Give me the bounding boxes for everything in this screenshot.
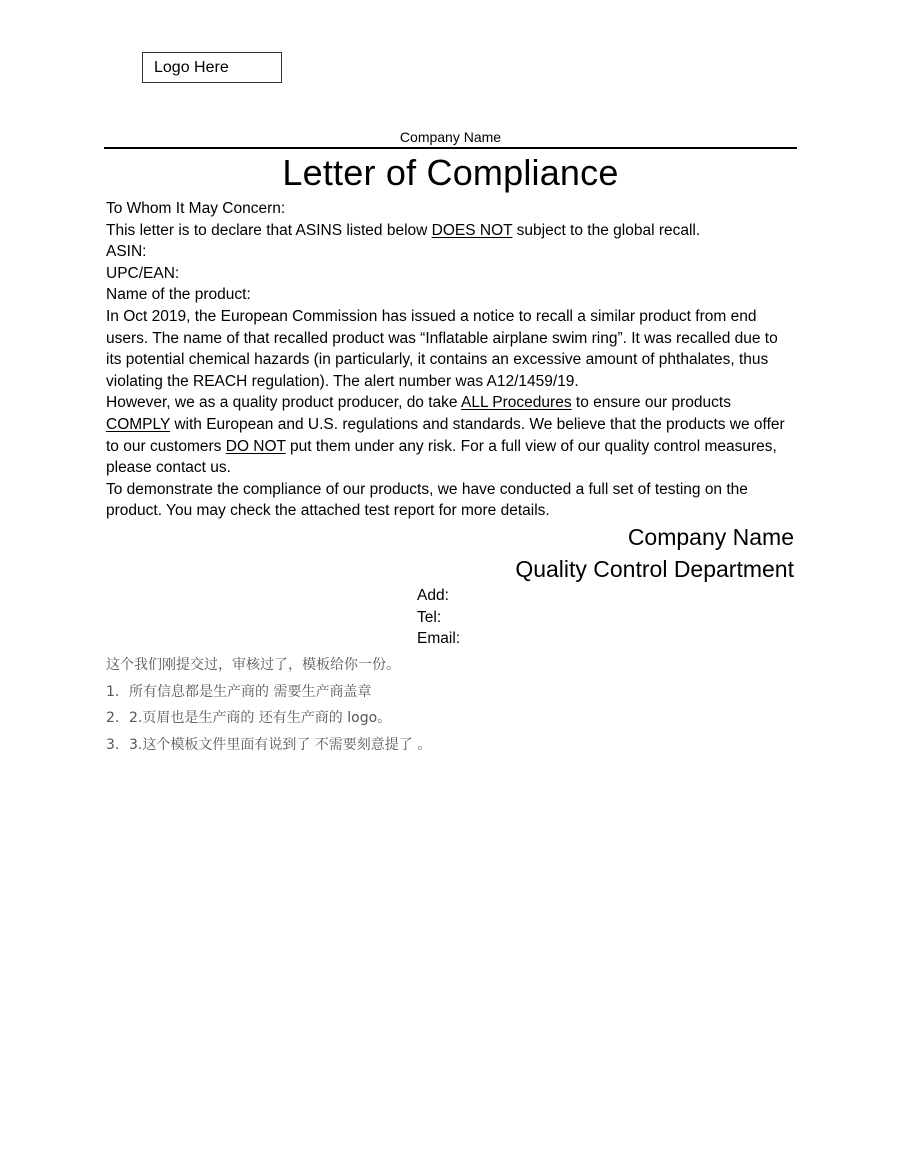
quality-emphasis-comply: COMPLY xyxy=(106,415,171,433)
quality-paragraph xyxy=(106,392,796,478)
signature-company-name: Company Name xyxy=(627,524,794,550)
asin-field: ASIN: xyxy=(106,243,147,261)
declaration-text: This letter is to declare that ASINS listed below xyxy=(106,221,432,239)
list-item-number: 2. xyxy=(106,710,120,726)
list-item-number: 1. xyxy=(106,683,120,700)
document-title: Letter of Compliance xyxy=(282,152,619,193)
list-item-text: 2.页眉也是生产商的 还有生产商的 logo。 xyxy=(129,710,392,726)
logo-placeholder: Logo Here xyxy=(142,52,282,83)
notes-block xyxy=(106,652,706,758)
testing-paragraph: To demonstrate the compliance of our products, we have conducted a full set of testing on the product. You may check the attached test report for more details. xyxy=(106,480,748,520)
notes-intro: 这个我们刚提交过，审核过了，模板给你一份。 xyxy=(106,657,400,673)
greeting: To Whom It May Concern: xyxy=(106,200,286,217)
list-item xyxy=(106,705,706,732)
quality-emphasis-do-not: DO NOT xyxy=(225,437,286,455)
signature-department: Quality Control Department xyxy=(515,556,794,582)
declaration-text-end: subject to the global recall. xyxy=(512,221,701,239)
header-company-name: Company Name xyxy=(399,129,502,145)
quality-text-1: However, we as a quality product producer, do take xyxy=(106,394,461,412)
list-item xyxy=(106,679,706,706)
notes-list xyxy=(106,679,706,759)
declaration-emphasis: DOES NOT xyxy=(431,221,513,239)
quality-text-4: put them under any risk. For a full view of our quality control measures, please contact us. xyxy=(106,437,777,477)
recall-paragraph: In Oct 2019, the European Commission has issued a notice to recall a similar product from end users. The name of that recalled product was “Inflatable airplane swim ring”. It was recalled due to its potential chemical hazards (in particularly, it contains an excessive amount of phthalates, thus violating the REACH regulation). The alert number was A12/1459/19. xyxy=(106,307,778,390)
contact-address: Add: xyxy=(417,587,449,604)
declaration xyxy=(106,220,796,242)
signature-block xyxy=(515,521,794,585)
list-item-text: 所有信息都是生产商的 需要生产商盖章 xyxy=(129,683,372,700)
contact-block xyxy=(417,585,460,650)
quality-emphasis-procedures: ALL Procedures xyxy=(461,394,572,412)
contact-telephone: Tel: xyxy=(417,608,442,626)
quality-text-2: to ensure our products xyxy=(571,394,731,412)
header-divider xyxy=(104,147,797,149)
quality-text-3: with European and U.S. regulations and standards. We believe that the products we offer to our customers xyxy=(106,415,785,455)
list-item-number: 3. xyxy=(106,736,120,753)
contact-email: Email: xyxy=(417,630,461,648)
upc-ean-field: UPC/EAN: xyxy=(106,264,180,282)
list-item-text: 3.这个模板文件里面有说到了 不需要刻意提了 。 xyxy=(129,736,432,753)
product-name-field: Name of the product: xyxy=(106,286,251,304)
list-item xyxy=(106,732,706,759)
letter-body xyxy=(106,198,796,522)
